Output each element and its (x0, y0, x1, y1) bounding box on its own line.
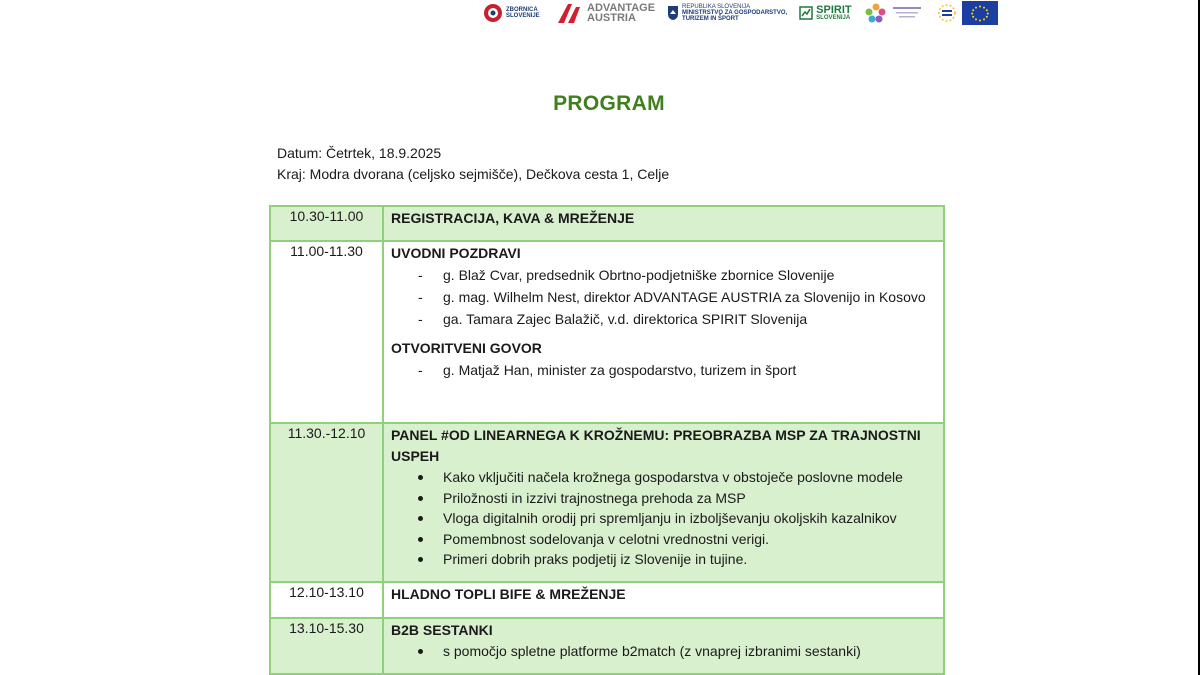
eu-cofunding-emblem-icon (935, 2, 959, 24)
row-title: B2B SESTANKI (391, 622, 493, 638)
table-row (270, 582, 944, 618)
speaker-list (391, 264, 935, 330)
list-item: Priložnosti in izzivi trajnostnega prehoda za MSP (391, 488, 935, 509)
row-title: PANEL #OD LINEARNEGA K KROŽNEMU: PREOBRAZBA MSP ZA TRAJNOSTNI USPEH (391, 427, 921, 464)
row-time: 11.30.-12.10 (270, 423, 383, 582)
event-meta (277, 143, 669, 185)
row-time: 12.10-13.10 (270, 582, 383, 618)
program-table (269, 205, 945, 675)
event-place: Kraj: Modra dvorana (celjsko sejmišče), Dečkova cesta 1, Celje (277, 166, 670, 182)
list-item: - ga. Tamara Zajec Balažič, v.d. direktorica SPIRIT Slovenija (391, 308, 935, 330)
event-date: Datum: Četrtek, 18.9.2025 (277, 145, 442, 161)
spirit-emblem-icon (799, 5, 813, 21)
advantage-logo-bottom: AUSTRIA (587, 12, 636, 24)
row-time: 10.30-11.00 (270, 206, 383, 241)
row-title: REGISTRACIJA, KAVA & MREŽENJE (391, 210, 635, 226)
partner-logos (483, 0, 998, 26)
topic-list (391, 641, 935, 662)
spirit-logo-sub: SLOVENIJA (816, 14, 851, 21)
list-item: Pomembnost sodelovanja v celotni vrednostni verigi. (391, 529, 935, 550)
table-row (270, 618, 944, 674)
ozs-emblem-icon (483, 3, 503, 23)
list-item: s pomočjo spletne platforme b2match (z vnaprej izbranimi sestanki) (391, 641, 935, 662)
eu-funding-logo (935, 1, 998, 25)
row-subtitle: OTVORITVENI GOVOR (391, 340, 542, 356)
row-time: 11.00-11.30 (270, 241, 383, 423)
list-item: Vloga digitalnih orodij pri spremljanju in izboljševanju okoljskih kazalnikov (391, 508, 935, 529)
ministry-line-3: TURIZEM IN ŠPORT (682, 16, 739, 22)
row-content (383, 618, 944, 674)
spirit-logo (799, 1, 851, 25)
list-item: - g. Blaž Cvar, predsednik Obrtno-podjetniške zbornice Slovenije (391, 264, 935, 286)
advantage-austria-logo (556, 1, 655, 25)
list-item: Primeri dobrih praks podjetij iz Slovenije in tujine. (391, 549, 935, 570)
list-item: Kako vključiti načela krožnega gospodarstva v obstoječe poslovne modele (391, 467, 935, 488)
row-content (383, 241, 944, 423)
flower-emblem-icon (864, 2, 888, 24)
row-content (383, 423, 944, 582)
page-title: PROGRAM (553, 92, 665, 115)
eu-flag (962, 1, 998, 25)
regional-logo-lettering-icon (891, 5, 923, 21)
ministry-line-2: MINISTRSTVO ZA GOSPODARSTVO, (682, 10, 788, 16)
row-content (383, 582, 944, 618)
regional-logo (864, 1, 923, 25)
eu-stars-icon (967, 4, 993, 22)
row-title: HLADNO TOPLI BIFE & MREŽENJE (391, 586, 626, 602)
table-row (270, 423, 944, 582)
advantage-logo-top: ADVANTAGE (587, 2, 656, 14)
ministry-line-1: REPUBLIKA SLOVENIJA (682, 4, 751, 10)
slovenia-coat-of-arms-icon (667, 5, 679, 21)
table-row (270, 206, 944, 241)
row-content (383, 206, 944, 241)
topic-list (391, 467, 935, 570)
ozs-logo (483, 1, 544, 25)
spirit-logo-text: SPIRIT (816, 3, 852, 16)
list-item: - g. Matjaž Han, minister za gospodarstvo, turizem in šport (391, 359, 935, 381)
row-time: 13.10-15.30 (270, 618, 383, 674)
table-row (270, 241, 944, 423)
ozs-logo-text: ZBORNICA SLOVENIJE (506, 7, 540, 19)
advantage-austria-emblem-icon (556, 3, 584, 23)
row-title: UVODNI POZDRAVI (391, 245, 521, 261)
ministry-logo (667, 1, 787, 25)
list-item: - g. mag. Wilhelm Nest, direktor ADVANTAGE AUSTRIA za Slovenijo in Kosovo (391, 286, 935, 308)
speaker-list (391, 359, 935, 381)
